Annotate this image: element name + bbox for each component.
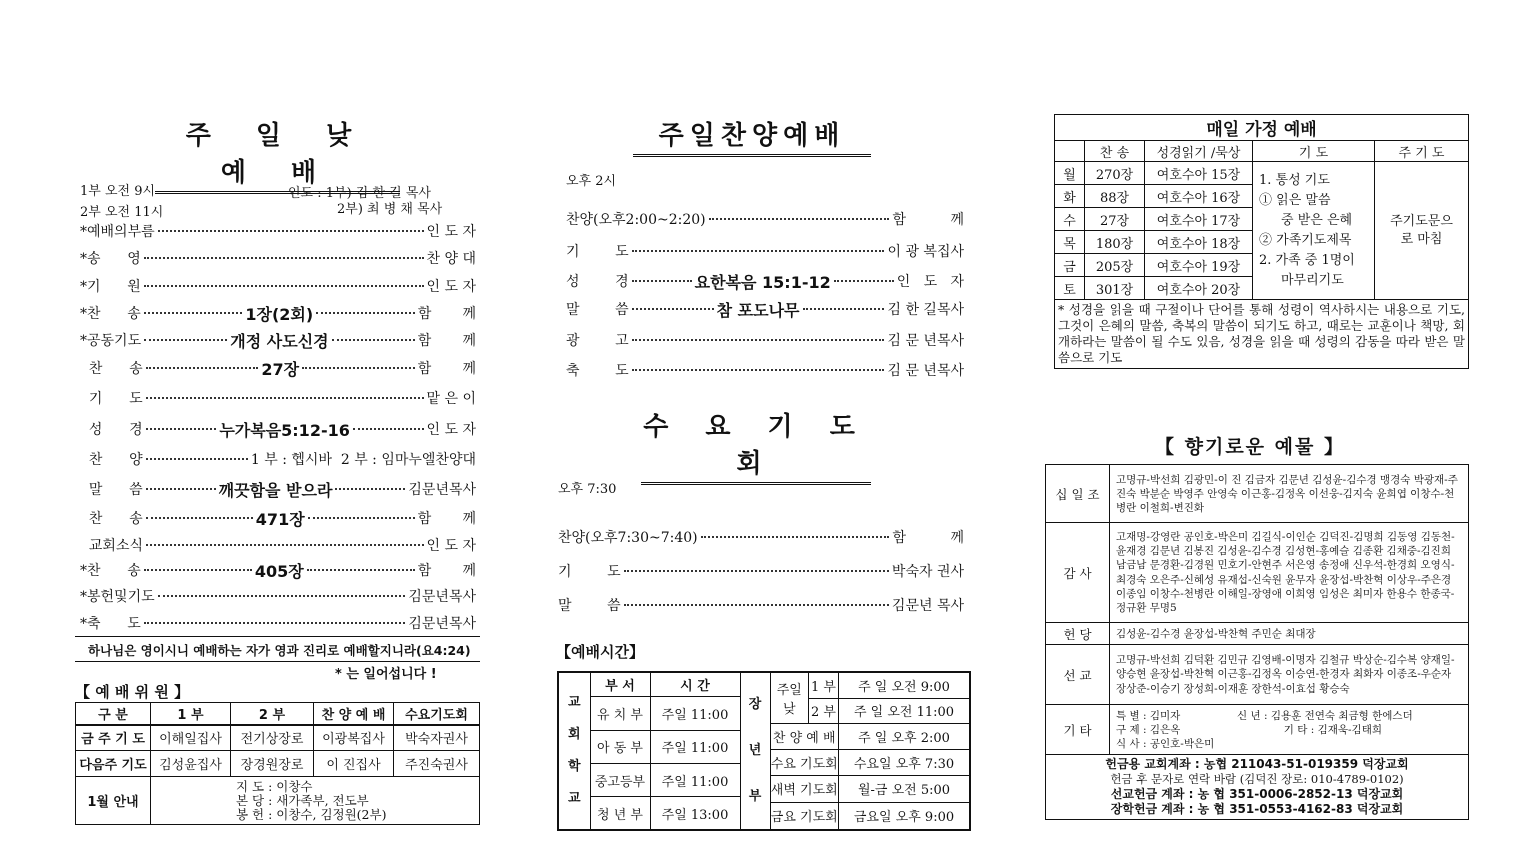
adult-label-char: 부: [748, 789, 762, 804]
table-row: [76, 751, 480, 777]
order-label: 말 씀: [80, 482, 143, 498]
service-order-row: [566, 330, 964, 350]
table-cell: 301장: [1085, 277, 1145, 300]
leader-dots: [158, 230, 424, 232]
prayer-line: ② 가족기도제목: [1259, 232, 1352, 248]
table-cell: 여호수아 19장: [1145, 254, 1253, 277]
table-cell: 청 년 부: [590, 797, 650, 830]
order-person: 김문년목사: [408, 616, 476, 632]
leader-dots: [144, 285, 424, 287]
table-cell: [1055, 141, 1085, 162]
leader-dots: [308, 517, 415, 519]
table-cell: 금 주 기 도: [76, 725, 151, 751]
order-label: *찬 송: [80, 563, 141, 579]
scripture-verse: 하나님은 영이시니 예배하는 자가 영과 진리로 예배할지니라(요4:24): [88, 643, 471, 658]
leader-dots: [146, 488, 216, 490]
table-row: [1046, 465, 1469, 523]
order-label: 성 경: [566, 274, 629, 290]
table-row: [771, 802, 970, 829]
offering-label: 십 일 조: [1046, 465, 1110, 523]
offering-label: 선 교: [1046, 645, 1110, 705]
order-label: 말 씀: [558, 598, 621, 614]
table-cell: 찬 양 예 배: [771, 723, 839, 749]
order-label: 기 도: [566, 244, 629, 260]
order-person: 함 께: [892, 530, 964, 546]
order-person: 함 께: [417, 333, 476, 349]
order-person: 함 께: [417, 511, 476, 527]
table-row: [1046, 623, 1469, 645]
scholarship-account: 장학헌금 계좌 : 농 협 351-0553-4162-83 덕장교회: [1110, 802, 1404, 816]
service-order-row: [80, 248, 476, 268]
offering-names: 고재명-강영란 공인호-박은미 김길식-이인순 김덕진-김명희 김동영 김동천-윤재경 김문년 김봉진 김성윤-김수경 김성현-홍예슬 김종환 김채중-김진희 남금남 문경환-김경원 민호기-안현주 서은영 송정애 신우석-한경희 오영식-최경숙 오은주-신혜성 유재섭-신숙원 윤무자 윤장섭-박찬혁 이상우-주은경 이종임 이창수-천병란 이해일-장영애 이희영 임성은 최미자 한용수 한종국-정규환 무명5: [1110, 523, 1469, 623]
service-order-row: [80, 221, 476, 241]
leader-dots: [624, 570, 889, 572]
committee-header: 2 부: [231, 703, 314, 725]
wednesday-time: 오후 7:30: [558, 482, 617, 497]
order-detail: 471장: [255, 509, 305, 529]
schedule-header: 부 서: [590, 672, 650, 697]
table-row: [1055, 300, 1469, 369]
table-cell: 주일낮: [771, 673, 809, 723]
table-cell: 금: [1055, 254, 1085, 277]
table-cell: 205장: [1085, 254, 1145, 277]
table-cell: 이광복집사: [314, 725, 394, 751]
order-label: *축 도: [80, 616, 141, 632]
order-person: 김문년 목사: [891, 598, 964, 614]
table-cell: 수요일 오후 7:30: [839, 749, 970, 775]
service-order-row: [80, 560, 476, 580]
committee-header: 찬 양 예 배: [314, 703, 394, 725]
table-cell: 여호수아 15장: [1145, 162, 1253, 185]
order-person: 1 부 : 헵시바 2 부 : 임마누엘찬양대: [250, 452, 476, 468]
prayer-line: 마무리기도: [1281, 272, 1344, 288]
adult-label-char: 년: [748, 743, 762, 758]
order-person: 함 께: [417, 306, 477, 322]
order-label: *송 영: [80, 251, 141, 267]
table-cell: 주일 11:00: [650, 763, 740, 796]
order-detail: 참 포도나무: [716, 300, 800, 320]
table-cell: 주진숙권사: [394, 751, 480, 777]
family-header: 찬 송: [1085, 141, 1145, 162]
offering-names: 고명규-박선희 김광민-이 진 김금자 김문년 김성윤-김수경 맹경숙 박광재-주진숙 박분순 박영주 안영숙 이근홍-김정옥 이선웅-김지숙 윤희엽 이창수-천병란 이철희-변진화: [1110, 465, 1469, 523]
table-cell: 김성윤집사: [151, 751, 231, 777]
leader-dots: [146, 544, 424, 546]
january-line: 봉 헌 : 이창수, 김정원(2부): [236, 806, 387, 822]
table-cell: 270장: [1085, 162, 1145, 185]
table-cell: 180장: [1085, 231, 1145, 254]
leader-dots: [146, 458, 248, 460]
account-note: 헌금 후 문자로 연락 바람 (김덕진 장로: 010-4789-0102): [1110, 772, 1404, 786]
service-order-row: [80, 449, 476, 469]
committee-header: 1 부: [151, 703, 231, 725]
order-detail: 27장: [261, 359, 300, 379]
table-cell: 금요일 오후 9:00: [839, 802, 970, 829]
leader-dots: [353, 428, 424, 430]
family-worship-title: 매일 가정 예배: [1055, 115, 1469, 141]
table-cell: 토: [1055, 277, 1085, 300]
table-cell: 주 일 오전 9:00: [839, 673, 970, 698]
prayer-line: ① 읽은 말씀: [1259, 192, 1331, 208]
committee-header: 구 분: [76, 703, 151, 725]
family-header: 주 기 도: [1375, 141, 1469, 162]
table-cell: 주 일 오전 11:00: [839, 698, 970, 723]
table-row: [1046, 705, 1469, 755]
order-person: 찬 양 대: [426, 251, 476, 267]
order-person: 김 한 길목사: [887, 302, 965, 318]
adult-schedule-table: [771, 673, 970, 829]
table-cell: 전기상장로: [231, 725, 314, 751]
order-person: 김 문 년목사: [887, 363, 964, 379]
leader-dots: [632, 250, 885, 252]
january-label: 1월 안내: [76, 777, 151, 825]
service-order-row: [80, 508, 476, 528]
order-person: 인 도 자: [896, 274, 965, 290]
table-row: [1046, 645, 1469, 705]
january-info: [151, 777, 480, 825]
service-order-row: [558, 527, 964, 547]
leader-dots: [803, 308, 885, 310]
table-cell: 여호수아 20장: [1145, 277, 1253, 300]
church-account: 헌금용 교회계좌 : 농협 211043-51-019359 덕장교회: [1105, 757, 1409, 771]
leader-dots: [834, 280, 894, 282]
divider: [75, 661, 480, 662]
table-cell: 88장: [1085, 185, 1145, 208]
schedule-title: 【예배시간】: [556, 643, 644, 661]
prayer-line: 중 받은 은혜: [1281, 212, 1353, 228]
leader-1: 인도 : 1부) 김 한 길 목사: [288, 186, 431, 201]
table-row: [76, 725, 480, 751]
adult-label-char: 장: [748, 697, 762, 712]
table-row: [1055, 141, 1469, 162]
table-cell: 중고등부: [590, 763, 650, 796]
table-cell: 1 부: [809, 673, 839, 698]
order-person: 인 도 자: [426, 224, 476, 240]
order-detail: 405장: [254, 561, 304, 581]
sunday-service-title: 주 일 낮 예 배: [155, 115, 400, 194]
table-cell: 주일 11:00: [650, 697, 740, 730]
order-person: 인 도 자: [426, 279, 476, 295]
schedule-header: 시 간: [650, 672, 740, 697]
service-order-row: [558, 595, 964, 615]
service-order-row: [80, 388, 476, 408]
order-label: 말 씀: [566, 302, 629, 318]
offering-label: 기 타: [1046, 705, 1110, 755]
table-row: [1055, 115, 1469, 141]
prayer-guide: [1253, 162, 1375, 300]
sunday-praise-title: 주일찬양예배: [633, 115, 871, 157]
order-person: 맡 은 이: [426, 391, 476, 407]
order-label: 찬 송: [80, 511, 143, 527]
order-person: 함 께: [417, 361, 476, 377]
adult-schedule: [770, 672, 970, 830]
order-label: 찬양(오후2:00~2:20): [566, 212, 706, 228]
table-cell: 목: [1055, 231, 1085, 254]
order-person: 함 께: [892, 212, 964, 228]
order-detail: 개정 사도신경: [230, 331, 329, 351]
committee-header-row: [76, 703, 480, 725]
table-cell: 이 진집사: [314, 751, 394, 777]
table-row: [771, 723, 970, 749]
prayer-line: 2. 가족 중 1명이: [1259, 252, 1355, 268]
schedule-table: [557, 671, 971, 831]
leader-dots: [701, 536, 890, 538]
table-cell: 주일 13:00: [650, 797, 740, 830]
leader-dots: [146, 397, 424, 399]
order-label: 성 경: [80, 422, 143, 438]
leader-dots: [146, 428, 217, 430]
january-line: 본 당 : 새가족부, 전도부: [236, 792, 369, 808]
stand-note: * 는 일어섭니다 !: [335, 667, 437, 682]
table-cell: 주일 11:00: [650, 730, 740, 763]
service-order-row: [80, 479, 476, 499]
service-order-row: [566, 241, 964, 261]
table-row: [1046, 523, 1469, 623]
service-order-row: [566, 360, 964, 380]
wednesday-prayer-title: 수 요 기 도 회: [641, 406, 871, 485]
committee-header: 수요기도회: [394, 703, 480, 725]
service-order-row: [566, 299, 964, 319]
table-cell: 아 동 부: [590, 730, 650, 763]
service-order-row: [80, 419, 476, 439]
order-label: *찬 송: [80, 306, 141, 322]
order-person: 함 께: [417, 563, 476, 579]
mission-account: 선교헌금 계좌 : 농 협 351-0006-2852-13 덕장교회: [1110, 787, 1404, 801]
leader-dots: [158, 595, 406, 597]
leader-dots: [146, 517, 253, 519]
order-label: *봉헌및기도: [80, 589, 155, 605]
table-cell: 수요 기도회: [771, 749, 839, 775]
table-row: [771, 749, 970, 775]
order-detail: 1장(2회): [245, 304, 314, 324]
service-order-row: [80, 535, 476, 555]
committee-table: [75, 702, 480, 825]
service-time-2: 2부 오전 11시: [80, 205, 164, 220]
leader-dots: [307, 569, 415, 571]
leader-dots: [144, 257, 424, 259]
offering-label: 헌 당: [1046, 623, 1110, 645]
committee-title: 【 예 배 위 원 】: [75, 683, 190, 701]
order-label: 축 도: [566, 363, 629, 379]
order-person: 김 문 년목사: [887, 333, 964, 349]
service-order-row: [80, 303, 476, 323]
order-label: 기 도: [558, 564, 621, 580]
order-person: 박숙자 권사: [891, 564, 964, 580]
order-detail: 요한복음 15:1-12: [694, 272, 831, 292]
school-label-char: 학: [567, 759, 581, 774]
order-label: 광 고: [566, 333, 629, 349]
table-cell: 여호수아 16장: [1145, 185, 1253, 208]
table-cell: 여호수아 17장: [1145, 208, 1253, 231]
leader-dots: [335, 488, 405, 490]
offering-label: 감 사: [1046, 523, 1110, 623]
school-label: [558, 672, 590, 830]
leader-dots: [144, 622, 406, 624]
table-row: [1046, 755, 1469, 820]
table-cell: 2 부: [809, 698, 839, 723]
table-cell: 화: [1055, 185, 1085, 208]
order-person: 인 도 자: [426, 422, 477, 438]
order-person: 이 광 복집사: [887, 244, 964, 260]
table-cell: 다음주 기도: [76, 751, 151, 777]
table-cell: 주 일 오후 2:00: [839, 723, 970, 749]
table-cell: 박숙자권사: [394, 725, 480, 751]
family-worship-table: [1054, 114, 1469, 369]
table-cell: 월: [1055, 162, 1085, 185]
order-label: *기 원: [80, 279, 141, 295]
order-label: 찬양(오후7:30~7:40): [558, 530, 698, 546]
order-person: 인 도 자: [426, 538, 476, 554]
leader-dots: [144, 312, 243, 314]
table-cell: 27장: [1085, 208, 1145, 231]
table-cell: 금요 기도회: [771, 802, 839, 829]
bible-reading-note: * 성경을 읽을 때 구절이나 단어를 통해 성령이 역사하시는 내용으로 기도, 그것이 은혜의 말씀, 축복의 말씀이 되기도 하고, 때로는 교훈이나 책망, 회개하라는 말씀이 될 수도 있음, 성경을 읽을 때 성령의 감동을 따라 받은 말씀으로 기도: [1055, 300, 1469, 369]
divider: [75, 636, 480, 637]
service-order-row: [80, 586, 476, 606]
lords-prayer: 주기도문으로 마침: [1375, 162, 1469, 300]
order-detail: 누가복음5:12-16: [219, 420, 350, 440]
table-cell: 장경원장로: [231, 751, 314, 777]
table-cell: 여호수아 18장: [1145, 231, 1253, 254]
offering-table: [1045, 464, 1469, 820]
service-order-row: [80, 330, 476, 350]
leader-dots: [709, 218, 890, 220]
table-cell: 월-금 오전 5:00: [839, 775, 970, 802]
leader-dots: [332, 339, 415, 341]
leader-dots: [316, 312, 415, 314]
service-order-row: [80, 613, 476, 633]
service-order-row: [80, 276, 476, 296]
order-label: 기 도: [80, 391, 143, 407]
service-order-row: [80, 358, 476, 378]
leader-dots: [144, 339, 227, 341]
offering-names: 특 별 : 김미자 신 년 : 김용훈 전연숙 최금형 한에스더 구 제 : 김은옥 기 타 : 김재욱-김태희 식 사 : 공인호-박은미: [1110, 705, 1469, 755]
leader-dots: [632, 369, 885, 371]
table-cell: 새벽 기도회: [771, 775, 839, 802]
offering-names: 김성윤-김수경 윤장섭-박찬혁 주민순 최대장: [1110, 623, 1469, 645]
order-person: 김문년목사: [408, 482, 477, 498]
school-label-char: 교: [567, 791, 581, 806]
adult-label: [740, 672, 770, 830]
account-info: [1046, 755, 1469, 820]
table-cell: 수: [1055, 208, 1085, 231]
family-header: 기 도: [1253, 141, 1375, 162]
table-row: [771, 673, 970, 698]
order-label: *예배의부름: [80, 224, 155, 240]
table-row: [558, 672, 970, 697]
table-row: [76, 777, 480, 825]
offering-names: 고명규-박선희 김덕환 김민규 김영배-이명자 김철규 박상순-김수복 양재일-양승현 윤장섭-박찬혁 이근홍-김정옥 이승연-한경자 최화자 이종조-우순자 장상준-이승기 장성희-이재훈 장한석-이효섭 황승숙: [1110, 645, 1469, 705]
leader-dots: [632, 339, 885, 341]
leader-dots: [624, 604, 889, 606]
table-cell: 이해일집사: [151, 725, 231, 751]
family-header: 성경읽기 /묵상: [1145, 141, 1253, 162]
order-person: 김문년목사: [408, 589, 476, 605]
service-order-row: [566, 271, 964, 291]
prayer-line: 1. 통성 기도: [1259, 172, 1330, 188]
table-row: [771, 775, 970, 802]
school-label-char: 회: [567, 727, 581, 742]
leader-dots: [632, 308, 714, 310]
order-label: 찬 송: [80, 361, 143, 377]
service-order-row: [558, 561, 964, 581]
school-label-char: 교: [567, 695, 581, 710]
offering-title: 【 향기로운 예물 】: [1155, 436, 1345, 458]
table-row: [1055, 162, 1469, 185]
order-label: 교회소식: [80, 538, 143, 554]
leader-dots: [632, 280, 692, 282]
service-time-1: 1부 오전 9시: [80, 184, 156, 199]
order-label: 찬 양: [80, 452, 143, 468]
praise-time: 오후 2시: [566, 174, 617, 189]
leader-2: 2부) 최 병 채 목사: [337, 202, 443, 217]
leader-dots: [302, 367, 415, 369]
january-line: 지 도 : 이창수: [236, 778, 313, 794]
table-cell: 유 치 부: [590, 697, 650, 730]
order-detail: 깨끗함을 받으라: [218, 480, 333, 500]
service-order-row: [566, 209, 964, 229]
order-label: *공동기도: [80, 333, 142, 349]
leader-dots: [146, 367, 259, 369]
leader-dots: [144, 569, 252, 571]
